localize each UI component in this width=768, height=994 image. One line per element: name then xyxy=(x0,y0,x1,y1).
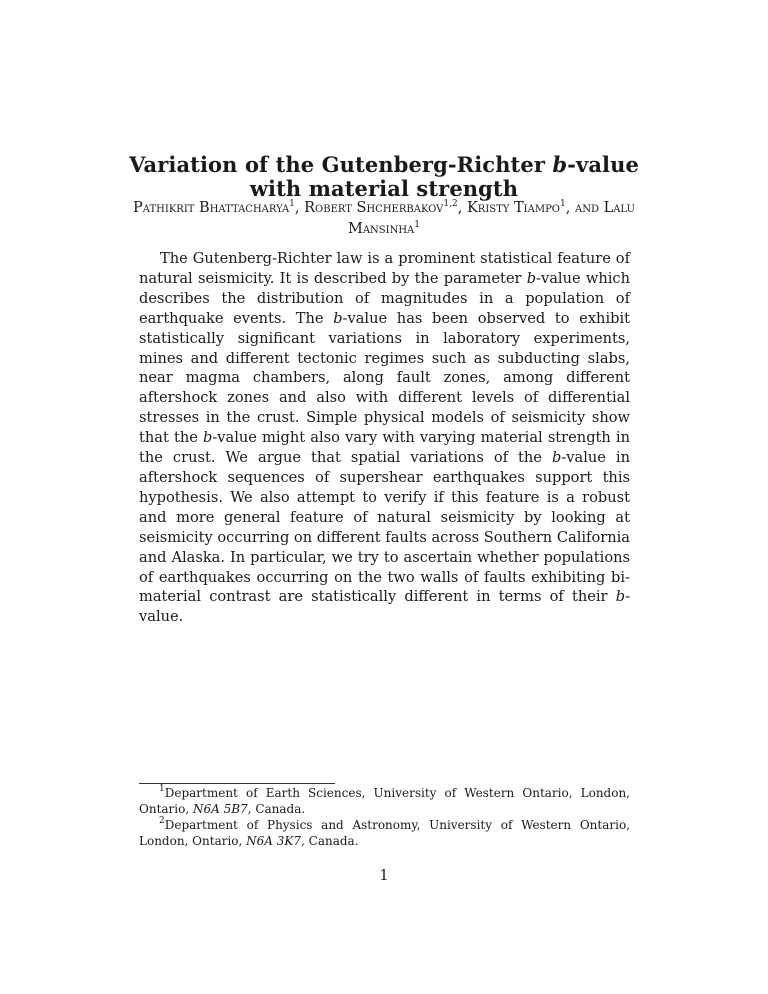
b-symbol: b xyxy=(203,429,213,447)
b-symbol: b xyxy=(526,269,537,287)
author-name: Lalu Mansinha xyxy=(347,200,635,237)
footnote-mark: 2 xyxy=(159,816,165,826)
footnote-text: Department of Physics and Astronomy, University of Western Ontario, London, Ontario, xyxy=(139,818,630,848)
author-affiliation-mark: 1 xyxy=(414,220,421,230)
author-separator: , xyxy=(457,200,467,216)
page-number: 1 xyxy=(379,868,389,884)
footnote-end: , Canada. xyxy=(301,834,359,848)
abstract-text: -value. xyxy=(139,588,630,626)
title-b-symbol: b xyxy=(552,152,568,177)
b-symbol: b xyxy=(551,449,562,467)
author-affiliation-mark: 1 xyxy=(289,199,295,209)
author-affiliation-mark: 1,2 xyxy=(443,199,458,209)
author-affiliation-mark: 1 xyxy=(560,199,566,209)
title-part1: Variation of the Gutenberg-Richter xyxy=(129,152,553,177)
title-line2: with material strength xyxy=(249,176,519,201)
abstract-paragraph xyxy=(139,249,630,627)
footnotes xyxy=(139,785,630,849)
footnote-mark: 1 xyxy=(159,784,165,794)
abstract-text: -value might also vary with varying material strength in the crust. We argue that spatial variations of the xyxy=(139,429,630,467)
postal-code: N6A 5B7 xyxy=(192,802,248,816)
postal-code: N6A 3K7 xyxy=(246,834,302,848)
abstract-text: The Gutenberg-Richter law is a prominent statistical feature of natural seismicity. It is described by the parameter xyxy=(139,250,630,287)
b-symbol: b xyxy=(333,309,343,327)
author-name: Kristy Tiampo xyxy=(466,200,561,216)
b-symbol: b xyxy=(615,588,626,606)
paper-title xyxy=(100,153,668,201)
footnote-text: Department of Earth Sciences, University of Western Ontario, London, Ontario, xyxy=(139,786,630,816)
footnote-end: , Canada. xyxy=(247,802,306,816)
footnote-2 xyxy=(139,817,630,849)
author-separator: , xyxy=(294,200,305,216)
author-list xyxy=(110,198,658,240)
footnote-1 xyxy=(139,785,630,817)
footnote-rule xyxy=(139,783,335,784)
abstract-text: -value in aftershock sequences of supershear earthquakes support this hypothesis. We also attempt to verify if this feature is a robust and more general feature of natural seismicity by looking at seismicity occurring on different faults across Southern California and Alaska. In particular, we try to ascertain whether populations of earthquakes occurring on the two walls of faults exhibiting bi-material contrast are statistically different in terms of their xyxy=(139,449,630,606)
author-separator: , and xyxy=(565,200,604,216)
author-name: Pathikrit Bhattacharya xyxy=(133,200,290,216)
title-part2: -value xyxy=(567,152,639,177)
abstract-text: -value has been observed to exhibit statistically significant variations in laboratory experiments, mines and different tectonic regimes such as subducting slabs, near magma chambers, along fault zones, among different aftershock zones and also with different levels of differential stresses in the crust. Simple physical models of seismicity show that the xyxy=(139,309,630,447)
abstract-text: -value which describes the distribution of magnitudes in a population of earthquake events. The xyxy=(139,269,630,327)
author-name: Robert Shcherbakov xyxy=(304,200,444,216)
